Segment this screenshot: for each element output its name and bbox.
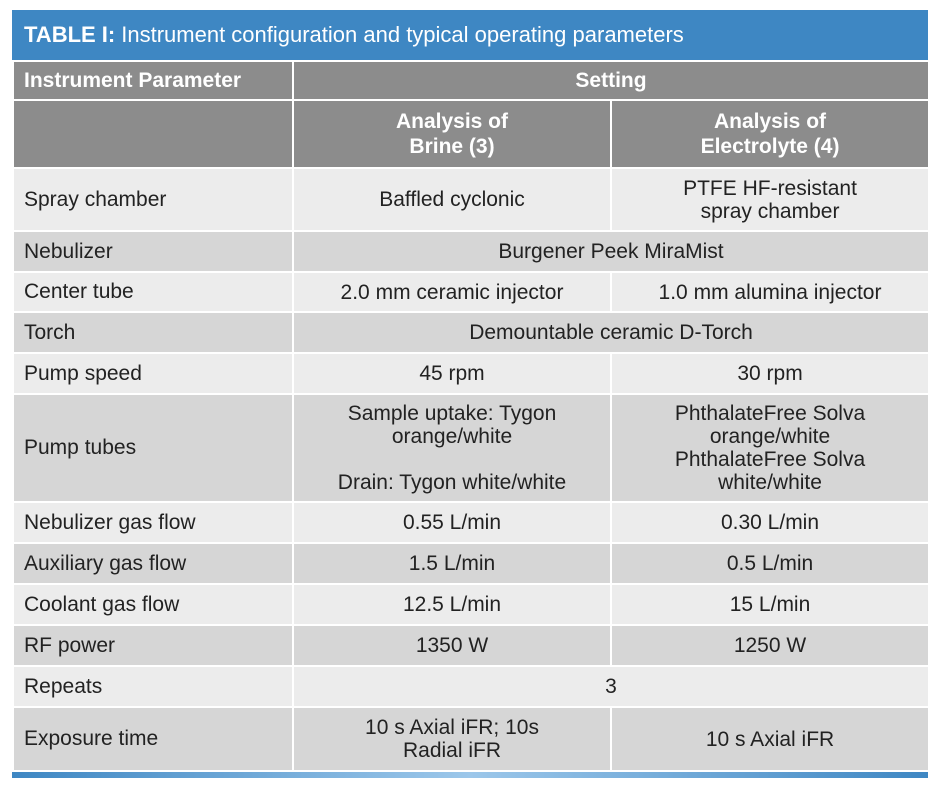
row-param: Pump speed xyxy=(13,353,293,394)
row-param: Spray chamber xyxy=(13,168,293,231)
table-row xyxy=(13,584,929,625)
bottom-rule xyxy=(12,772,928,778)
row-brine-value: 1350 W xyxy=(293,625,611,666)
table-title xyxy=(12,10,928,60)
row-electrolyte-value: 1.0 mm alumina injector xyxy=(611,272,929,312)
row-brine-value xyxy=(293,394,611,502)
row-electrolyte-value: 1250 W xyxy=(611,625,929,666)
header-row xyxy=(13,61,929,100)
table-title-prefix: TABLE I: xyxy=(24,22,116,47)
row-param: Auxiliary gas flow xyxy=(13,543,293,584)
subheader-empty xyxy=(13,100,293,168)
table-frame xyxy=(12,10,928,778)
row-electrolyte-value: PhthalateFree Solva orange/white PhthalateFree Solva white/white xyxy=(611,394,929,502)
row-brine-value: Baffled cyclonic xyxy=(293,168,611,231)
row-electrolyte-value: 0.5 L/min xyxy=(611,543,929,584)
table-row xyxy=(13,666,929,707)
table-title-text: Instrument configuration and typical operating parameters xyxy=(121,22,684,47)
table-row xyxy=(13,353,929,394)
table-row xyxy=(13,168,929,231)
row-param: Torch xyxy=(13,312,293,353)
table-row xyxy=(13,272,929,312)
header-setting: Setting xyxy=(293,61,929,100)
subheader-row xyxy=(13,100,929,168)
row-both-value: 3 xyxy=(293,666,929,707)
table-row xyxy=(13,707,929,771)
subheader-electrolyte-line2: Electrolyte (4) xyxy=(700,135,840,158)
parameters-table xyxy=(12,60,930,772)
row-electrolyte-value: 0.30 L/min xyxy=(611,502,929,543)
table-row xyxy=(13,502,929,543)
row-param: RF power xyxy=(13,625,293,666)
row-both-value: Demountable ceramic D-Torch xyxy=(293,312,929,353)
pump-tubes-sample-uptake: Sample uptake: Tygon orange/white xyxy=(347,402,557,448)
row-param: Nebulizer gas flow xyxy=(13,502,293,543)
header-instrument-parameter: Instrument Parameter xyxy=(13,61,293,100)
row-param: Exposure time xyxy=(13,707,293,771)
row-brine-value: 0.55 L/min xyxy=(293,502,611,543)
subheader-brine-line1: Analysis of xyxy=(395,110,509,133)
subheader-electrolyte-line1: Analysis of xyxy=(713,110,827,133)
table-row xyxy=(13,231,929,272)
subheader-electrolyte xyxy=(611,100,929,168)
row-param: Coolant gas flow xyxy=(13,584,293,625)
subheader-brine-line2: Brine (3) xyxy=(409,135,495,158)
row-both-value: Burgener Peek MiraMist xyxy=(293,231,929,272)
row-brine-value: 2.0 mm ceramic injector xyxy=(293,272,611,312)
row-param: Center tube xyxy=(13,272,293,312)
row-electrolyte-value: PTFE HF-resistant spray chamber xyxy=(611,168,929,231)
subheader-brine xyxy=(293,100,611,168)
row-param: Nebulizer xyxy=(13,231,293,272)
table-row xyxy=(13,543,929,584)
row-electrolyte-value: 30 rpm xyxy=(611,353,929,394)
row-param: Pump tubes xyxy=(13,394,293,502)
row-brine-value: 1.5 L/min xyxy=(293,543,611,584)
row-brine-value: 10 s Axial iFR; 10s Radial iFR xyxy=(293,707,611,771)
pump-tubes-drain: Drain: Tygon white/white xyxy=(337,471,567,494)
row-brine-value: 45 rpm xyxy=(293,353,611,394)
row-electrolyte-value: 10 s Axial iFR xyxy=(611,707,929,771)
table-row xyxy=(13,312,929,353)
table-row xyxy=(13,394,929,502)
table-row xyxy=(13,625,929,666)
row-param: Repeats xyxy=(13,666,293,707)
row-brine-value: 12.5 L/min xyxy=(293,584,611,625)
pump-tubes-gap xyxy=(308,448,596,471)
row-electrolyte-value: 15 L/min xyxy=(611,584,929,625)
